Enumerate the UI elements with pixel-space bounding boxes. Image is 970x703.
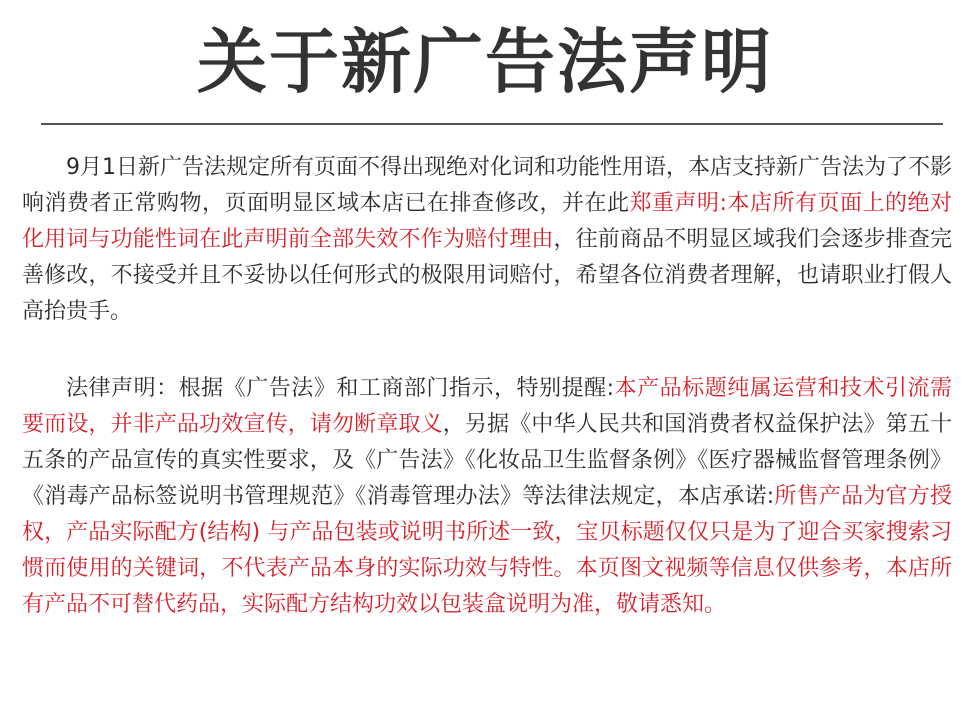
- notice-text: 9月1日新广告法规定所有页面不得出现绝对化词和功能性用语，本店支持新广告法为了不影响消费者正常购物，页面明显区域本店已在排查修改，并在此: [22, 155, 952, 216]
- title-divider: [41, 123, 943, 125]
- legal-highlight: 本产品标题纯属运营和技术引流需要而设，并非产品功效宣传，请勿断章取义: [22, 376, 952, 437]
- legal-text-middle: ，另据《中华人民共和国消费者权益保护法》第五十五条的产品宣传的真实性要求，及《广告法》《化妆品卫生监督条例》《医疗器械监督管理条例》《消毒产品标签说明书管理规范》《消毒管理办法》等法律法规定，本店承诺:: [22, 412, 952, 509]
- legal-promise-highlight: 所售产品为官方授权，产品实际配方(结构) 与产品包装或说明书所述一致，宝贝标题仅仅只是为了迎合买家搜索习惯而使用的关键词，不代表产品本身的实际功效与特性。本页图文视频等信息仅供参考，本店所有产品不可替代药品，实际配方结构功效以包装盒说明为准，敬请悉知。: [22, 484, 952, 617]
- legal-text: 法律声明：根据《广告法》和工商部门指示，特别提醒:: [66, 376, 615, 401]
- page-title: 关于新广告法声明: [197, 21, 773, 103]
- legal-paragraph: [22, 371, 952, 623]
- notice-text-end: ，往前商品不明显区域我们会逐步排查完善修改，不接受并且不妥协以任何形式的极限用词赔付，希望各位消费者理解，也请职业打假人高抬贵手。: [22, 227, 952, 324]
- notice-highlight: 郑重声明:本店所有页面上的绝对化用词与功能性词在此声明前全部失效不作为赔付理由: [22, 191, 952, 252]
- notice-paragraph: [22, 150, 952, 330]
